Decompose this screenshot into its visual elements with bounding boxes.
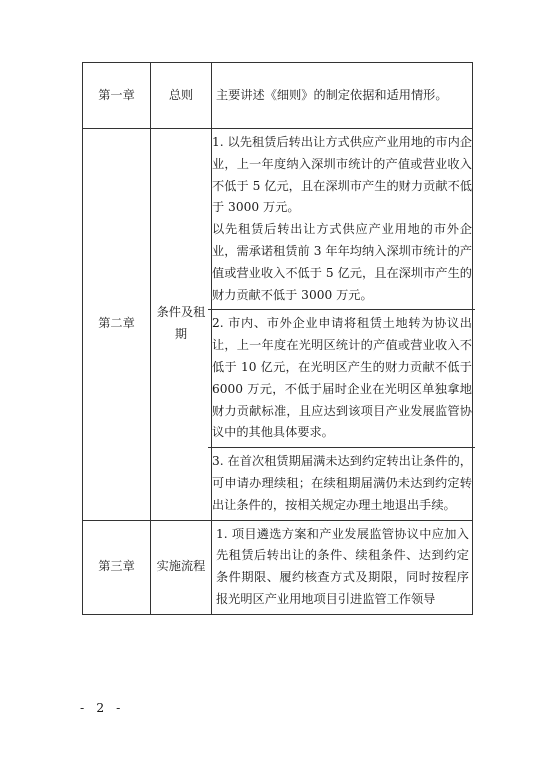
chapter-cell: 第一章: [83, 63, 151, 129]
rules-table: [82, 62, 473, 615]
description-block: [208, 309, 475, 447]
section-name-cell: 总则: [151, 63, 212, 129]
table-row: [83, 129, 473, 521]
page-number: - 2 -: [80, 700, 125, 715]
table-row: [83, 520, 473, 614]
description-cell: [212, 520, 473, 614]
description-text: 主要讲述《细则》的制定依据和适用情形。: [216, 87, 448, 102]
section-name-cell: 条件及租期: [151, 129, 212, 521]
description-cell: [212, 63, 473, 129]
description-text: 1. 项目遴选方案和产业发展监管协议中应加入先租赁后转出让的条件、续租条件、达到约定条件期限、履约核查方式及期限，同时按程序报光明区产业用地项目引进监管工作领导: [216, 526, 469, 606]
table-row: [83, 63, 473, 129]
description-block: [208, 129, 475, 309]
chapter-cell: 第三章: [83, 520, 151, 614]
chapter-cell: 第二章: [83, 129, 151, 521]
description-text: 以先租赁后转出让方式供应产业用地的市外企业，需承诺租赁前 3 年年均纳入深圳市统计的产值或营业收入不低于 5 亿元，且在深圳市产生的财力贡献不低于 3000 万元。: [212, 222, 472, 302]
section-name-cell: 实施流程: [151, 520, 212, 614]
description-text: 1. 以先租赁后转出让方式供应产业用地的市内企业，上一年度纳入深圳市统计的产值或营业收入不低于 5 亿元，且在深圳市产生的财力贡献不低于 3000 万元。: [212, 135, 472, 215]
description-block: [208, 447, 475, 519]
description-cell: [212, 129, 473, 521]
description-text: 2. 市内、市外企业申请将租赁土地转为协议出让，上一年度在光明区统计的产值或营业收入不低于 10 亿元，在光明区产生的财力贡献不低于 6000 万元，不低于届时企业在光明区单独拿地财力贡献标准，且应达到该项目产业发展监管协议中的其他具体要求。: [212, 316, 472, 440]
description-text: 3. 在首次租赁期届满未达到约定转出让条件的，可申请办理续租；在续租期届满仍未达到约定转出让条件的，按相关规定办理土地退出手续。: [212, 454, 472, 512]
